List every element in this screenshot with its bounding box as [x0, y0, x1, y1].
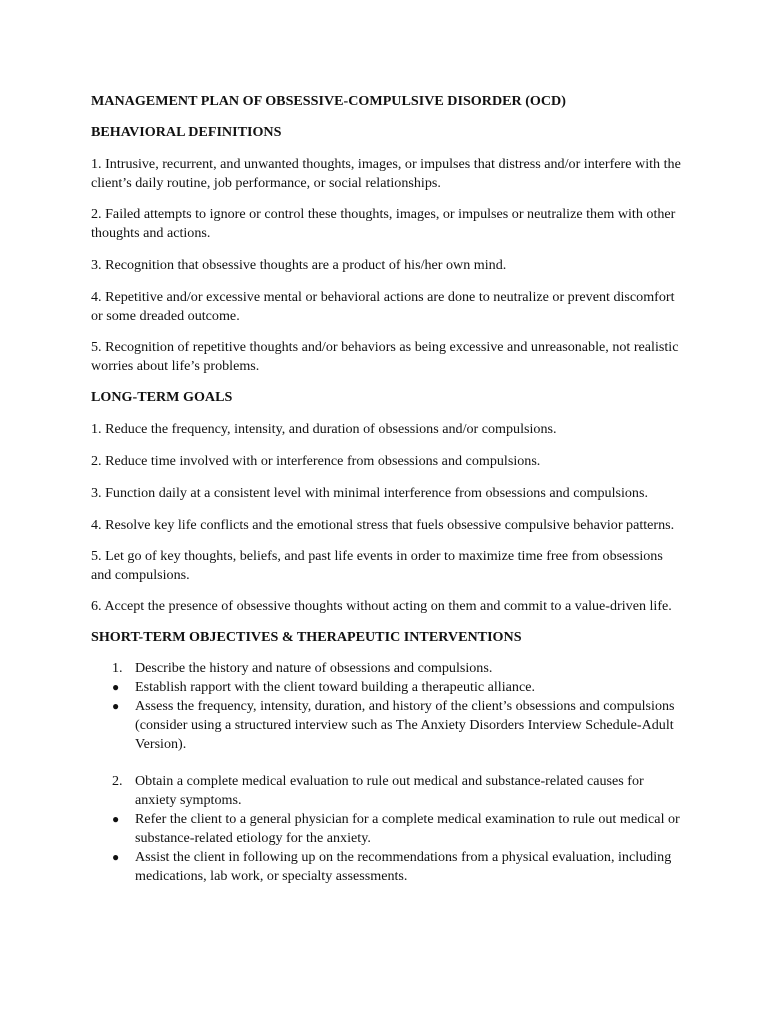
long-term-goal-4: 4. Resolve key life conflicts and the emotional stress that fuels obsessive compulsive behavior patterns.	[91, 517, 675, 533]
intervention-item	[91, 678, 683, 697]
intervention-text: Establish rapport with the client toward building a therapeutic alliance.	[135, 679, 535, 695]
behavioral-definition-2: 2. Failed attempts to ignore or control these thoughts, images, or impulses or neutralize them with other thoughts and actions.	[91, 206, 676, 241]
objectives-list	[91, 659, 683, 886]
intervention-item	[91, 848, 683, 886]
document-title: MANAGEMENT PLAN OF OBSESSIVE-COMPULSIVE DISORDER (OCD)	[91, 93, 566, 109]
behavioral-definition-3: 3. Recognition that obsessive thoughts are a product of his/her own mind.	[91, 257, 507, 273]
objective-number: 1.	[112, 660, 123, 676]
long-term-goal-5: 5. Let go of key thoughts, beliefs, and past life events in order to maximize time free from obsessions and compulsions.	[91, 548, 663, 583]
objective-text: Describe the history and nature of obsessions and compulsions.	[135, 660, 493, 676]
objective-text: Obtain a complete medical evaluation to rule out medical and substance-related causes for anxiety symptoms.	[135, 773, 644, 808]
objective-1	[91, 659, 683, 678]
long-term-goal-1: 1. Reduce the frequency, intensity, and duration of obsessions and/or compulsions.	[91, 421, 557, 437]
bullet-icon: ●	[112, 812, 120, 826]
document-page	[91, 92, 683, 886]
bullet-icon: ●	[112, 680, 120, 694]
behavioral-definition-1: 1. Intrusive, recurrent, and unwanted thoughts, images, or impulses that distress and/or interfere with the client’s daily routine, job performance, or social relationships.	[91, 156, 681, 191]
behavioral-definition-5: 5. Recognition of repetitive thoughts and/or behaviors as being excessive and unreasonable, not realistic worries about life’s problems.	[91, 339, 679, 374]
intervention-item	[91, 697, 683, 754]
bullet-icon: ●	[112, 699, 120, 713]
intervention-text: Assist the client in following up on the recommendations from a physical evaluation, including medications, lab work, or specialty assessments.	[135, 849, 672, 884]
long-term-goal-3: 3. Function daily at a consistent level with minimal interference from obsessions and compulsions.	[91, 485, 648, 501]
long-term-goals-heading: LONG-TERM GOALS	[91, 389, 233, 405]
long-term-goal-2: 2. Reduce time involved with or interference from obsessions and compulsions.	[91, 453, 541, 469]
intervention-text: Refer the client to a general physician for a complete medical examination to rule out medical or substance-related etiology for the anxiety.	[135, 811, 680, 846]
behavioral-definition-4: 4. Repetitive and/or excessive mental or behavioral actions are done to neutralize or prevent discomfort or some dreaded outcome.	[91, 289, 675, 324]
intervention-item	[91, 810, 683, 848]
short-term-objectives-heading: SHORT-TERM OBJECTIVES & THERAPEUTIC INTERVENTIONS	[91, 629, 522, 645]
behavioral-definitions-heading: BEHAVIORAL DEFINITIONS	[91, 124, 282, 140]
objective-2	[91, 772, 683, 810]
objective-number: 2.	[112, 773, 123, 789]
long-term-goal-6: 6. Accept the presence of obsessive thoughts without acting on them and commit to a value-driven life.	[91, 598, 672, 614]
intervention-text: Assess the frequency, intensity, duration, and history of the client’s obsessions and compulsions (consider using a structured interview such as The Anxiety Disorders Interview Schedule-Adult Version).	[135, 698, 675, 752]
bullet-icon: ●	[112, 850, 120, 864]
